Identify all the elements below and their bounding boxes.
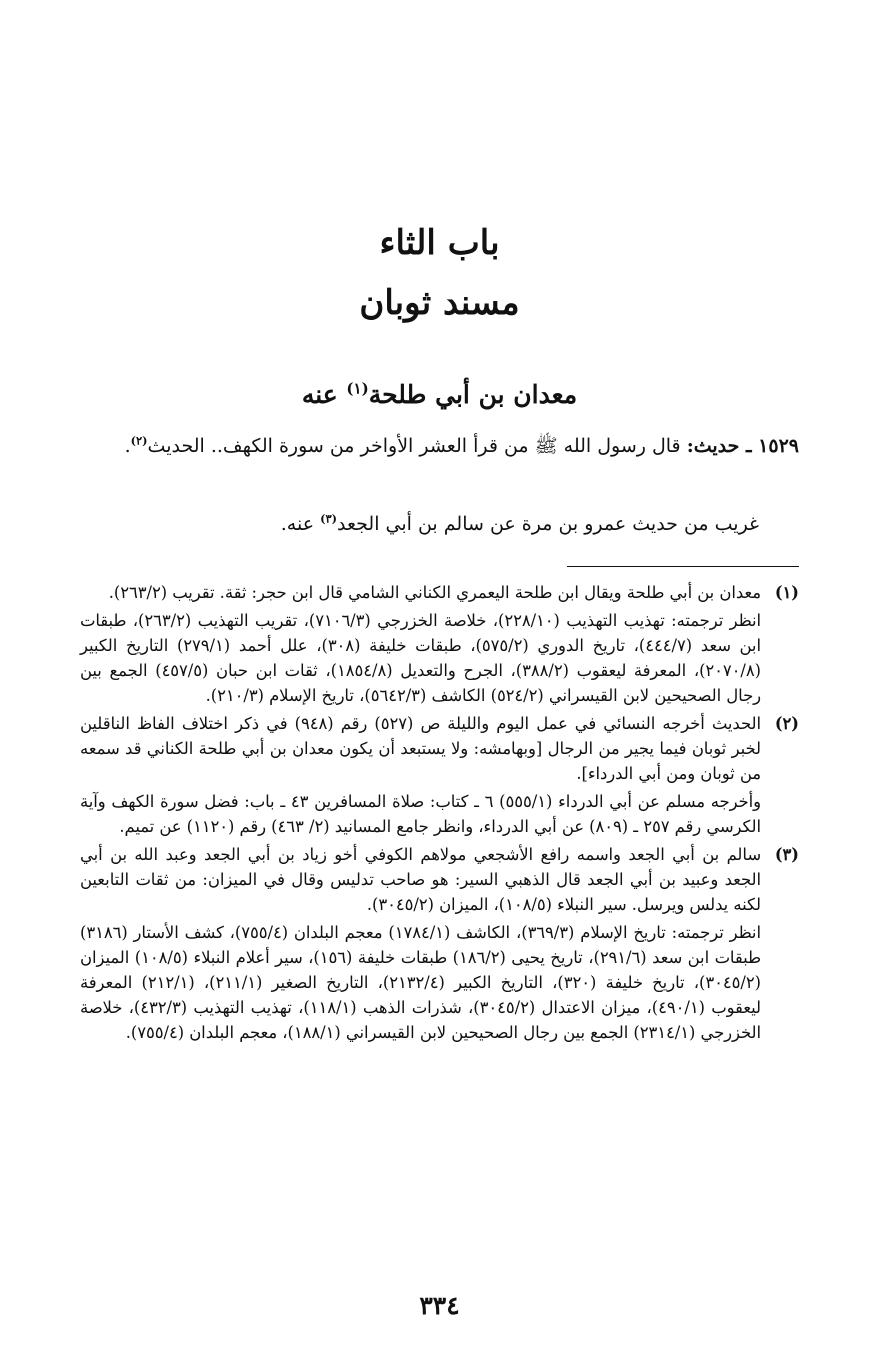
section-title	[0, 379, 879, 409]
footnote-paragraph: معدان بن أبي طلحة ويقال ابن طلحة اليعمري الكناني الشامي قال ابن حجر: ثقة. تقريب (٢٦٣/٢).	[108, 583, 761, 602]
hadith-entry	[80, 430, 799, 463]
footnote-mark: (١)	[774, 583, 799, 602]
gharib-note	[80, 508, 759, 541]
footnote-ref-1: (١)	[346, 379, 369, 398]
hadith-end: .	[124, 435, 131, 457]
footnote-ref-2: (٢)	[130, 433, 148, 448]
section-title-text: معدان بن أبي طلحة	[368, 380, 578, 409]
footnote-paragraph: سالم بن أبي الجعد واسمه رافع الأشجعي مولاهم الكوفي أخو زياد بن أبي الجعد وعبد الله بن أبي الجعد وعبيد بن أبي الجعد قال الذهبي السير: هو صاحب تدليس وقال في الميزان: من ثقات التابعين لكنه يدلس ويرسل. سير النبلاء (١٠٨/٥)، الميزان (٣٠٤٥/٢).	[80, 845, 761, 914]
footnote-paragraph: انظر ترجمته: تاريخ الإسلام (٣٦٩/٣)، الكاشف (١٧٨٤/١) معجم البلدان (٧٥٥/٤)، كشف الأستار (٣١٨٦) طبقات ابن سعد (٢٩١/٦)، تاريخ يحيى (١٨٦/٢) طبقات خليفة (١٥٦)، سير أعلام النبلاء (١٠٨/٥) الميزان (٣٠٤٥/٢)، تاريخ خليفة (٣٢٠)، التاريخ الكبير (٢١٣٢/٤)، التاريخ الصغير (٢١١/١)، (٢١٢/١) المعرفة ليعقوب (٤٩٠/١)، ميزان الاعتدال (٣٠٤٥/٢)، شذرات الذهب (١١٨/١)، تهذيب التهذيب (٤٣٢/٣)، خلاصة الخزرجي (٢٣١٤/١) الجمع بين رجال الصحيحين لابن القيسراني (١٨٨/١)، معجم البلدان (٧٥٥/٤).	[80, 923, 762, 1042]
footnote-paragraph: انظر ترجمته: تهذيب التهذيب (٢٢٨/١٠)، خلاصة الخزرجي (٧١٠٦/٣)، تقريب التهذيب (٢٦٣/٢)، طبقات ابن سعد (٤٤٤/٧)، تاريخ الدوري (٥٧٥/٢)، طبقات خليفة (٣٠٨)، علل أحمد (٢٧٩/١) التاريخ الكبير (٢٠٧٠/٨)، المعرفة ليعقوب (٣٨٨/٢)، الجرح والتعديل (١٨٥٤/٨)، ثقات ابن حبان (٤٥٧/٥) الجمع بين رجال الصحيحين لابن القيسراني (٥٢٤/٢) الكاشف (٥٦٤٢/٣)، تاريخ الإسلام (٢١٠/٣).	[80, 611, 761, 705]
footnotes	[80, 580, 799, 1048]
chapter-title: باب الثاء	[379, 223, 500, 263]
footnote-mark: (٢)	[774, 714, 799, 733]
footnote-paragraph: وأخرجه مسلم عن أبي الدرداء (٥٥٥/١) ٦ ـ كتاب: صلاة المسافرين ٤٣ ـ باب: فضل سورة الكهف وآية الكرسي رقم ٢٥٧ ـ (٨٠٩) عن أبي الدرداء، وانظر جامع المسانيد (٢/ ٤٦٣) رقم (١١٢٠) عن تميم.	[80, 792, 762, 836]
page-number: ٣٣٤	[419, 1291, 460, 1320]
footnote-3	[80, 842, 799, 1045]
footnote-paragraph: الحديث أخرجه النسائي في عمل اليوم والليلة ص (٥٢٧) رقم (٩٤٨) في ذكر اختلاف الفاظ الناقلين لخبر ثوبان فيما يجير من الرجال [وبهامشه: ولا يستبعد أن يكون معدان بن أبي طلحة الكناني قد سمعه من ثوبان ومن أبي الدرداء].	[80, 714, 761, 783]
footnote-divider	[567, 566, 799, 567]
footnote-ref-3: (٣)	[320, 511, 338, 526]
chapter-subtitle: مسند ثوبان	[359, 283, 520, 323]
footnote-2	[80, 711, 799, 839]
footnote-1	[80, 580, 799, 708]
hadith-text: قال رسول الله ﷺ من قرأ العشر الأواخر من سورة الكهف.. الحديث	[147, 435, 687, 457]
hadith-number: ١٥٢٩ ـ حديث:	[686, 435, 799, 457]
gharib-text: غريب من حديث عمرو بن مرة عن سالم بن أبي الجعد	[337, 513, 759, 535]
footnote-mark: (٣)	[774, 845, 799, 864]
gharib-end: عنه.	[280, 513, 321, 535]
section-title-suffix: عنه	[301, 380, 347, 409]
